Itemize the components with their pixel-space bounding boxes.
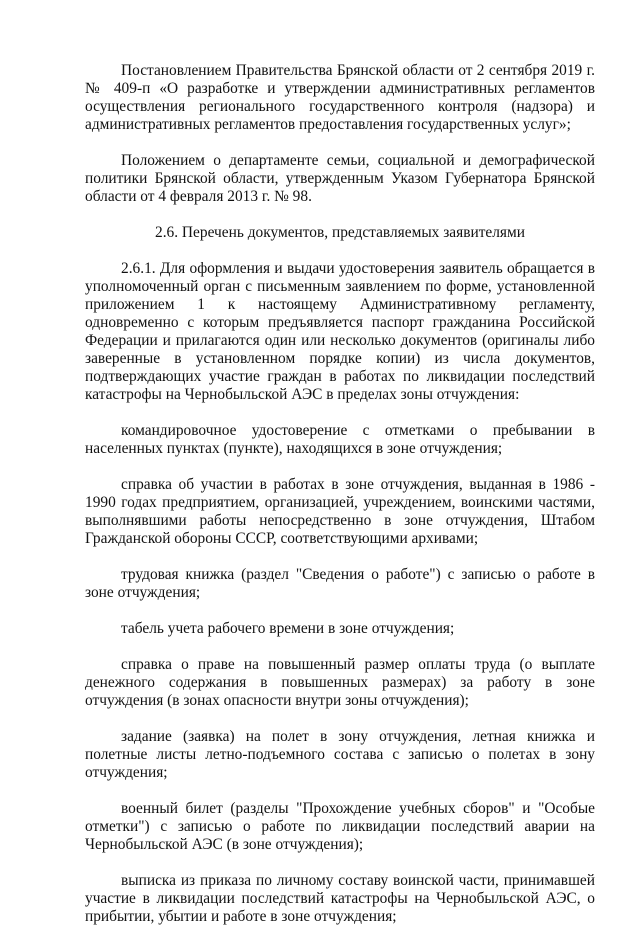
- list-item-travel-certificate: командировочное удостоверение с отметками о пребывании в населенных пунктах (пункте), находящихся в зоне отчуждения;: [85, 422, 595, 457]
- section-heading-2-6: 2.6. Перечень документов, представляемых заявителями: [155, 224, 525, 241]
- document-page: [85, 62, 595, 944]
- list-item-flight-task: задание (заявка) на полет в зону отчуждения, летная книжка и полетные листы летно-подъемного состава с записью о полетах в зону отчуждения;: [85, 728, 595, 781]
- list-item-timesheet: табель учета рабочего времени в зоне отчуждения;: [121, 620, 455, 637]
- paragraph-2-6-1: 2.6.1. Для оформления и выдачи удостоверения заявитель обращается в уполномоченный орган с письменным заявлением по форме, установленной приложением 1 к настоящему Административному регламенту, одновременно с которым предъявляется паспорт гражданина Российской Федерации и прилагаются один или несколько документов (оригиналы либо заверенные в установленном порядке копии) из числа документов, подтверждающих участие граждан в работах по ликвидации последствий катастрофы на Чернобыльской АЭС в пределах зоны отчуждения:: [85, 260, 595, 403]
- paragraph-decree-409: Постановлением Правительства Брянской области от 2 сентября 2019 г. № 409-п «О разработке и утверждении административных регламентов осуществления регионального государственного контроля (надзора) и административных регламентов предоставления государственных услуг»;: [85, 62, 595, 133]
- list-item-order-extract: выписка из приказа по личному составу воинской части, принимавшей участие в ликвидации последствий катастрофы на Чернобыльской АЭС, о прибытии, убытии и работе в зоне отчуждения;: [85, 872, 595, 925]
- list-item-work-book: трудовая книжка (раздел "Сведения о работе") с записью о работе в зоне отчуждения;: [85, 566, 595, 601]
- list-item-pay-certificate: справка о праве на повышенный размер оплаты труда (о выплате денежного содержания в повышенных размерах) за работу в зоне отчуждения (в зонах опасности внутри зоны отчуждения);: [85, 656, 595, 709]
- paragraph-department-regulation: Положением о департаменте семьи, социальной и демографической политики Брянской области, утвержденным Указом Губернатора Брянской области от 4 февраля 2013 г. № 98.: [85, 152, 595, 205]
- list-item-military-id: военный билет (разделы "Прохождение учебных сборов" и "Особые отметки") с записью о работе по ликвидации последствий аварии на Чернобыльской АЭС (в зоне отчуждения);: [85, 800, 595, 853]
- list-item-participation-certificate: справка об участии в работах в зоне отчуждения, выданная в 1986 - 1990 годах предприятием, организацией, учреждением, воинскими частями, выполнявшими работы непосредственно в зоне отчуждения, Штабом Гражданской обороны СССР, соответствующими архивами;: [85, 476, 595, 547]
